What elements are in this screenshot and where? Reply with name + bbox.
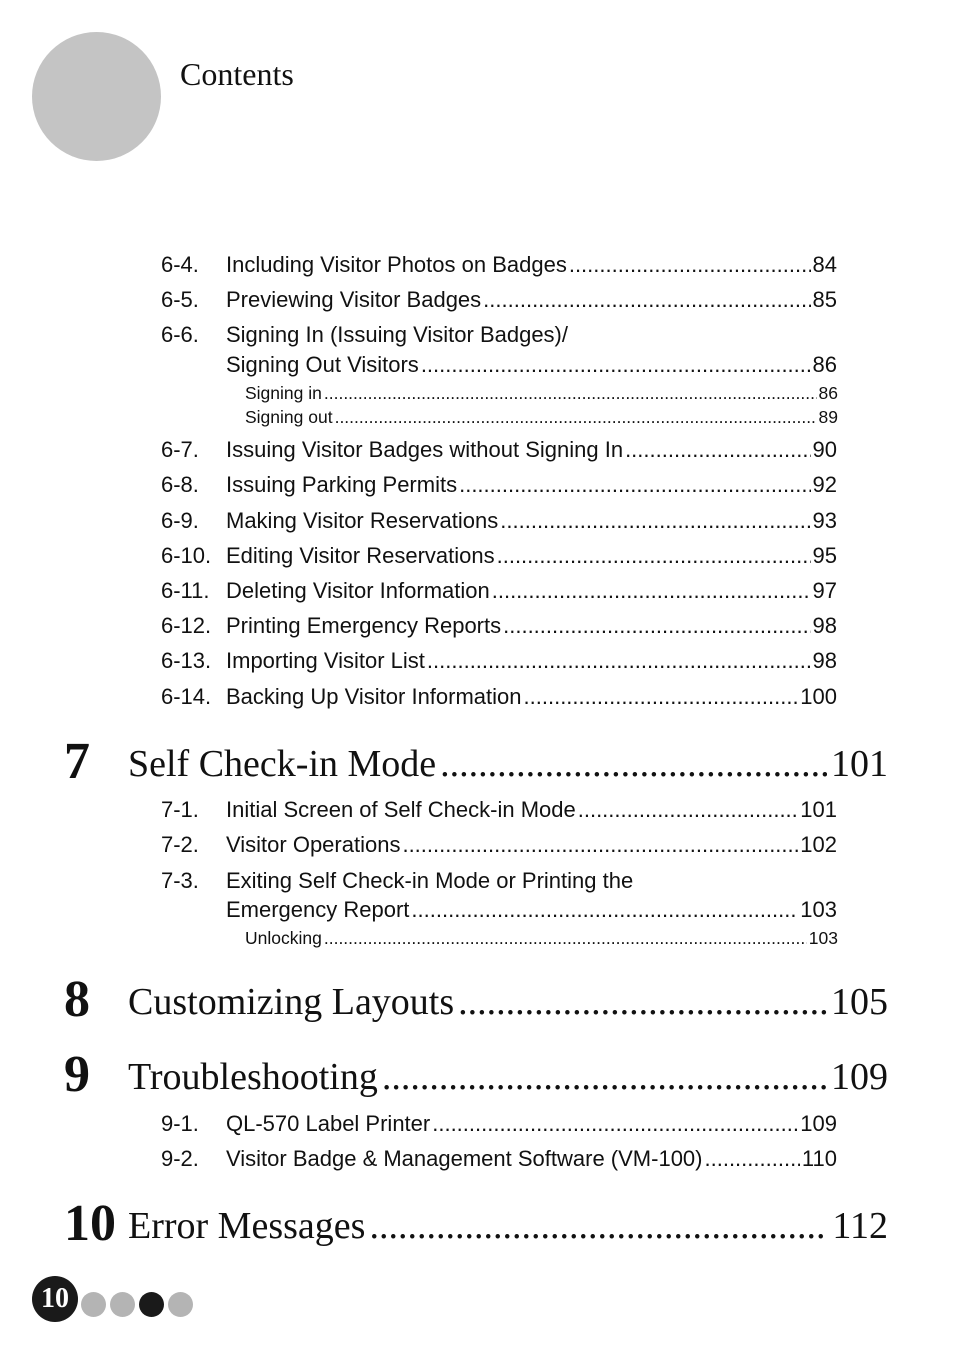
toc-label: Editing Visitor Reservations	[226, 543, 495, 568]
toc-page: 90	[812, 437, 837, 462]
toc-label: Including Visitor Photos on Badges	[226, 252, 567, 277]
toc-number: 6-6.	[161, 322, 199, 347]
toc-number: 6-14.	[161, 684, 212, 709]
chapter-page: 105	[831, 981, 888, 1023]
leader-dots	[625, 437, 810, 463]
toc-entry-6-12[interactable]	[226, 613, 837, 639]
toc-page: 98	[812, 613, 837, 638]
leader-dots	[382, 1055, 827, 1099]
toc-label: Initial Screen of Self Check-in Mode	[226, 797, 576, 822]
leader-dots	[492, 578, 811, 604]
toc-page: 101	[800, 797, 837, 822]
toc-entry-7-2[interactable]	[226, 832, 837, 858]
leader-dots	[335, 407, 817, 428]
toc-page: 97	[812, 578, 837, 603]
toc-label: Signing Out Visitors	[226, 352, 419, 377]
chapter-number: 8	[64, 971, 90, 1028]
leader-dots	[578, 797, 799, 823]
toc-entry-6-10[interactable]	[226, 543, 837, 569]
toc-subentry-unlocking[interactable]	[245, 928, 838, 949]
leader-dots	[503, 613, 810, 639]
toc-page: 85	[812, 287, 837, 312]
leader-dots	[324, 383, 817, 404]
toc-page: 103	[800, 897, 837, 922]
footer-dot	[110, 1292, 135, 1317]
footer-dot	[139, 1292, 164, 1317]
chapter-number: 9	[64, 1046, 90, 1103]
toc-page: 98	[812, 648, 837, 673]
toc-label: Emergency Report	[226, 897, 410, 922]
toc-page: 103	[808, 928, 838, 948]
leader-dots	[459, 472, 810, 498]
toc-label: Importing Visitor List	[226, 648, 425, 673]
page-footer	[32, 1276, 232, 1324]
toc-subentry-signing-out[interactable]	[245, 407, 838, 428]
toc-number: 6-5.	[161, 287, 199, 312]
chapter-page: 101	[831, 743, 888, 785]
toc-entry-7-3[interactable]	[226, 897, 837, 923]
toc-number: 6-9.	[161, 508, 199, 533]
chapter-entry-10[interactable]	[128, 1204, 888, 1248]
chapter-entry-8[interactable]	[128, 980, 888, 1024]
leader-dots	[402, 832, 798, 858]
toc-number: 9-2.	[161, 1146, 199, 1171]
chapter-entry-7[interactable]	[128, 742, 888, 786]
toc-number: 6-10.	[161, 543, 212, 568]
chapter-title: Customizing Layouts	[128, 981, 455, 1023]
toc-entry-7-1[interactable]	[226, 797, 837, 823]
toc-label: Deleting Visitor Information	[226, 578, 490, 603]
toc-entry-6-8[interactable]	[226, 472, 837, 498]
leader-dots	[569, 252, 811, 278]
leader-dots	[421, 352, 811, 378]
toc-label: Issuing Parking Permits	[226, 472, 458, 497]
toc-entry-9-1[interactable]	[226, 1111, 837, 1137]
toc-entry-9-2[interactable]	[226, 1146, 837, 1172]
toc-entry-6-9[interactable]	[226, 508, 837, 534]
toc-number: 7-3.	[161, 868, 199, 893]
toc-number: 6-8.	[161, 472, 199, 497]
leader-dots	[524, 684, 799, 710]
toc-number: 7-2.	[161, 832, 199, 857]
toc-label-line1[interactable]: Exiting Self Check-in Mode or Printing the	[226, 868, 634, 893]
toc-page: 89	[818, 407, 838, 427]
leader-dots	[458, 980, 827, 1024]
chapter-entry-9[interactable]	[128, 1055, 888, 1099]
toc-number: 6-13.	[161, 648, 212, 673]
toc-number: 6-4.	[161, 252, 199, 277]
toc-entry-6-6[interactable]	[226, 352, 837, 378]
toc-number: 9-1.	[161, 1111, 199, 1136]
toc-label: Visitor Operations	[226, 832, 401, 857]
toc-page: 95	[812, 543, 837, 568]
toc-label: Issuing Visitor Badges without Signing In	[226, 437, 624, 462]
footer-dot	[81, 1292, 106, 1317]
toc-number: 6-11.	[161, 578, 210, 603]
toc-label: Backing Up Visitor Information	[226, 684, 522, 709]
toc-label: Signing out	[245, 407, 333, 427]
toc-label: Signing in	[245, 383, 322, 403]
leader-dots	[483, 287, 810, 313]
toc-page: 84	[812, 252, 837, 277]
toc-number: 6-12.	[161, 613, 212, 638]
toc-label: Visitor Badge & Management Software (VM-100)	[226, 1146, 703, 1171]
leader-dots	[497, 543, 811, 569]
leader-dots	[369, 1204, 828, 1248]
leader-dots	[411, 897, 798, 923]
chapter-page: 109	[831, 1056, 888, 1098]
toc-page: 86	[818, 383, 838, 403]
toc-number: 6-7.	[161, 437, 199, 462]
toc-page: 86	[812, 352, 837, 377]
leader-dots	[324, 928, 807, 949]
toc-label: Printing Emergency Reports	[226, 613, 502, 638]
toc-number: 7-1.	[161, 797, 199, 822]
leader-dots	[427, 648, 811, 674]
toc-page: 92	[812, 472, 837, 497]
toc-entry-6-7[interactable]	[226, 437, 837, 463]
toc-label-line1[interactable]: Signing In (Issuing Visitor Badges)/	[226, 322, 568, 347]
toc-entry-6-5[interactable]	[226, 287, 837, 313]
toc-label: Making Visitor Reservations	[226, 508, 499, 533]
toc-subentry-signing-in[interactable]	[245, 383, 838, 404]
leader-dots	[500, 508, 810, 534]
footer-dot	[168, 1292, 193, 1317]
leader-dots	[440, 742, 827, 786]
toc-label: Unlocking	[245, 928, 322, 948]
chapter-title: Self Check-in Mode	[128, 743, 437, 785]
header-circle-decoration	[32, 32, 161, 161]
toc-entry-6-13[interactable]	[226, 648, 837, 674]
chapter-page: 112	[832, 1205, 888, 1247]
page-title: Contents	[180, 56, 294, 92]
toc-page: 109	[800, 1111, 837, 1136]
page-number-badge: 10	[32, 1276, 78, 1322]
chapter-number: 10	[64, 1195, 116, 1252]
chapter-number: 7	[64, 733, 90, 790]
leader-dots	[705, 1146, 800, 1172]
toc-page: 93	[812, 508, 837, 533]
chapter-title: Error Messages	[128, 1205, 366, 1247]
toc-page: 102	[800, 832, 837, 857]
toc-entry-6-14[interactable]	[226, 684, 837, 710]
toc-entry-6-11[interactable]	[226, 578, 837, 604]
toc-label: QL-570 Label Printer	[226, 1111, 431, 1136]
toc-page: 100	[800, 684, 837, 709]
toc-page: 110	[801, 1146, 837, 1171]
toc-label: Previewing Visitor Badges	[226, 287, 482, 312]
leader-dots	[432, 1111, 798, 1137]
toc-entry-6-4[interactable]	[226, 252, 837, 278]
chapter-title: Troubleshooting	[128, 1056, 378, 1098]
